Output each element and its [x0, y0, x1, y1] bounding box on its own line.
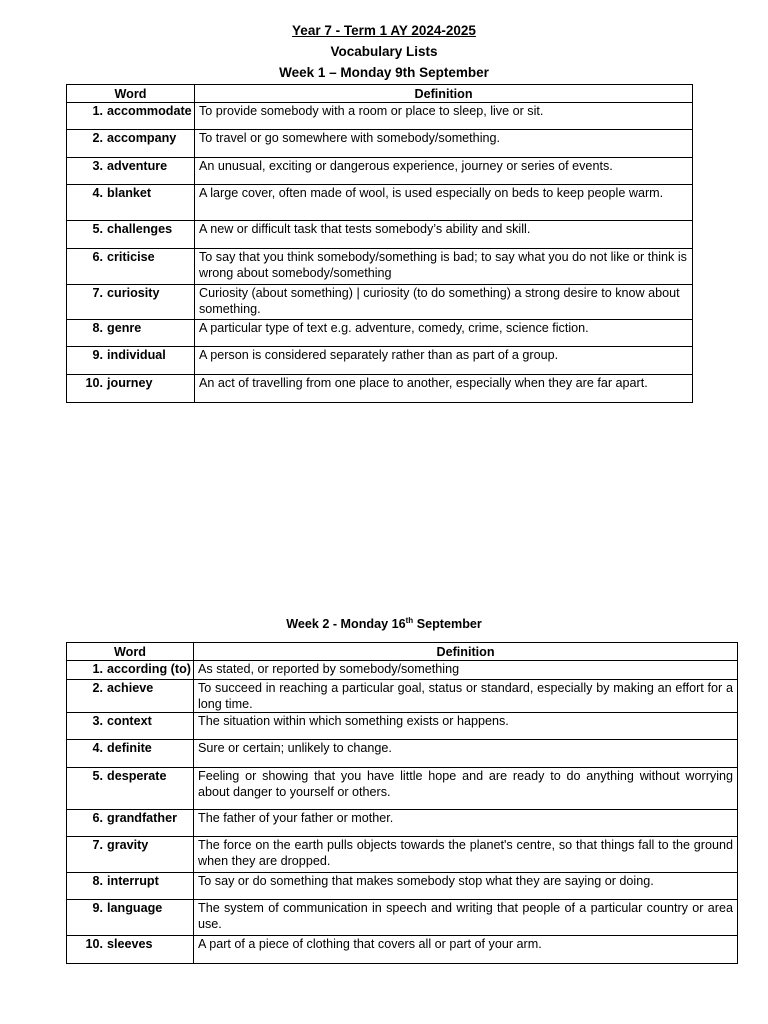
vocab-definition: To say that you think somebody/something is bad; to say what you do not like or think is wrong about somebody/something — [195, 249, 693, 285]
vocab-word: blanket — [107, 186, 152, 200]
vocab-word-cell — [67, 285, 195, 320]
table-row — [67, 347, 693, 375]
vocab-word-cell — [67, 873, 194, 900]
vocab-number: 3. — [92, 159, 103, 173]
vocab-word-cell — [67, 103, 195, 130]
vocab-word-cell — [67, 347, 195, 375]
vocab-word-cell — [67, 185, 195, 221]
vocab-number: 7. — [92, 286, 103, 300]
vocab-word: journey — [107, 376, 153, 390]
vocab-word: accompany — [107, 131, 177, 145]
table-row — [67, 320, 693, 347]
table-row — [67, 103, 693, 130]
table-row — [67, 285, 693, 320]
word-column-header: Word — [67, 643, 194, 661]
vocab-word: genre — [107, 321, 142, 335]
table-row — [67, 661, 738, 680]
vocab-word: definite — [107, 741, 152, 755]
definition-column-header: Definition — [194, 643, 738, 661]
table-row — [67, 837, 738, 873]
table-row — [67, 680, 738, 713]
week2-table-body — [67, 661, 738, 964]
vocab-word: criticise — [107, 250, 155, 264]
vocab-word: gravity — [107, 838, 149, 852]
table-row — [67, 936, 738, 964]
vocab-number: 8. — [92, 874, 103, 888]
vocab-word-cell — [67, 768, 194, 810]
vocab-number: 4. — [92, 741, 103, 755]
table-row — [67, 158, 693, 185]
table-row — [67, 249, 693, 285]
word-column-header: Word — [67, 85, 195, 103]
vocab-number: 3. — [92, 714, 103, 728]
document-subtitle: Vocabulary Lists — [330, 44, 438, 59]
vocab-number: 1. — [92, 104, 103, 118]
table-row — [67, 768, 738, 810]
vocab-word: challenges — [107, 222, 173, 236]
table-row — [67, 185, 693, 221]
vocab-definition: Feeling or showing that you have little hope and are ready to do anything without worrying about danger to yourself or others. — [194, 768, 738, 810]
vocab-definition: A particular type of text e.g. adventure, comedy, crime, science fiction. — [195, 320, 693, 347]
vocab-definition: To succeed in reaching a particular goal, status or standard, especially by making an effort for a long time. — [194, 680, 738, 713]
week1-table-body — [67, 103, 693, 403]
table-row — [67, 375, 693, 403]
table-header-row — [67, 643, 738, 661]
vocab-word-cell — [67, 837, 194, 873]
vocab-number: 1. — [92, 662, 103, 676]
vocab-word: adventure — [107, 159, 168, 173]
vocab-word-cell — [67, 249, 195, 285]
vocab-word-cell — [67, 936, 194, 964]
vocab-word-cell — [67, 158, 195, 185]
vocab-number: 6. — [92, 250, 103, 264]
vocab-number: 9. — [92, 901, 103, 915]
vocab-definition: A part of a piece of clothing that covers all or part of your arm. — [194, 936, 738, 964]
vocab-word: grandfather — [107, 811, 177, 825]
vocab-number: 4. — [92, 186, 103, 200]
vocab-definition: To say or do something that makes somebody stop what they are saying or doing. — [194, 873, 738, 900]
vocab-number: 8. — [92, 321, 103, 335]
vocab-definition: To provide somebody with a room or place to sleep, live or sit. — [195, 103, 693, 130]
document-title: Year 7 - Term 1 AY 2024-2025 — [292, 23, 476, 38]
vocab-definition: A person is considered separately rather than as part of a group. — [195, 347, 693, 375]
vocab-number: 10. — [85, 937, 103, 951]
vocab-word-cell — [67, 661, 194, 680]
vocab-word-cell — [67, 713, 194, 740]
table-row — [67, 810, 738, 837]
week1-vocabulary-table — [66, 84, 693, 403]
vocab-number: 10. — [85, 376, 103, 390]
table-row — [67, 873, 738, 900]
vocab-definition: The force on the earth pulls objects towards the planet's centre, so that things fall to the ground when they are dropped. — [194, 837, 738, 873]
vocab-definition: The situation within which something exists or happens. — [194, 713, 738, 740]
vocab-number: 2. — [92, 131, 103, 145]
vocab-definition: A large cover, often made of wool, is used especially on beds to keep people warm. — [195, 185, 693, 221]
vocab-number: 5. — [92, 222, 103, 236]
vocab-definition: The father of your father or mother. — [194, 810, 738, 837]
vocab-word: curiosity — [107, 286, 160, 300]
vocab-number: 9. — [92, 348, 103, 362]
vocab-word-cell — [67, 810, 194, 837]
vocab-number: 6. — [92, 811, 103, 825]
vocab-definition: The system of communication in speech and writing that people of a particular country or area use. — [194, 900, 738, 936]
vocab-word-cell — [67, 130, 195, 158]
table-row — [67, 221, 693, 249]
table-row — [67, 900, 738, 936]
vocab-definition: An unusual, exciting or dangerous experience, journey or series of events. — [195, 158, 693, 185]
vocab-word: individual — [107, 348, 166, 362]
vocab-definition: Sure or certain; unlikely to change. — [194, 740, 738, 768]
table-row — [67, 740, 738, 768]
vocab-word-cell — [67, 900, 194, 936]
vocab-word-cell — [67, 221, 195, 249]
vocab-word: language — [107, 901, 163, 915]
vocab-word: accommodate — [107, 104, 192, 118]
vocab-word: achieve — [107, 681, 154, 695]
vocab-word-cell — [67, 375, 195, 403]
week2-vocabulary-table — [66, 642, 738, 964]
table-row — [67, 713, 738, 740]
vocab-word-cell — [67, 740, 194, 768]
vocab-word: interrupt — [107, 874, 159, 888]
vocab-definition: Curiosity (about something) | curiosity (to do something) a strong desire to know about something. — [195, 285, 693, 320]
vocab-definition: To travel or go somewhere with somebody/something. — [195, 130, 693, 158]
vocab-word-cell — [67, 680, 194, 713]
week2-heading-text: Week 2 - Monday 16 — [286, 617, 406, 631]
week2-heading-month: September — [413, 617, 482, 631]
vocab-number: 7. — [92, 838, 103, 852]
week2-heading — [0, 614, 768, 635]
definition-column-header: Definition — [195, 85, 693, 103]
table-row — [67, 130, 693, 158]
week2-heading-ordinal: th — [405, 615, 414, 625]
vocab-definition: A new or difficult task that tests somebody’s ability and skill. — [195, 221, 693, 249]
vocab-word: context — [107, 714, 152, 728]
table-header-row — [67, 85, 693, 103]
vocab-definition: An act of travelling from one place to another, especially when they are far apart. — [195, 375, 693, 403]
vocab-number: 5. — [92, 769, 103, 783]
vocab-definition: As stated, or reported by somebody/something — [194, 661, 738, 680]
vocab-word-cell — [67, 320, 195, 347]
vocab-word: according (to) — [107, 662, 191, 676]
vocab-word: desperate — [107, 769, 167, 783]
vocab-number: 2. — [92, 681, 103, 695]
week1-heading: Week 1 – Monday 9th September — [279, 65, 489, 80]
vocab-word: sleeves — [107, 937, 153, 951]
